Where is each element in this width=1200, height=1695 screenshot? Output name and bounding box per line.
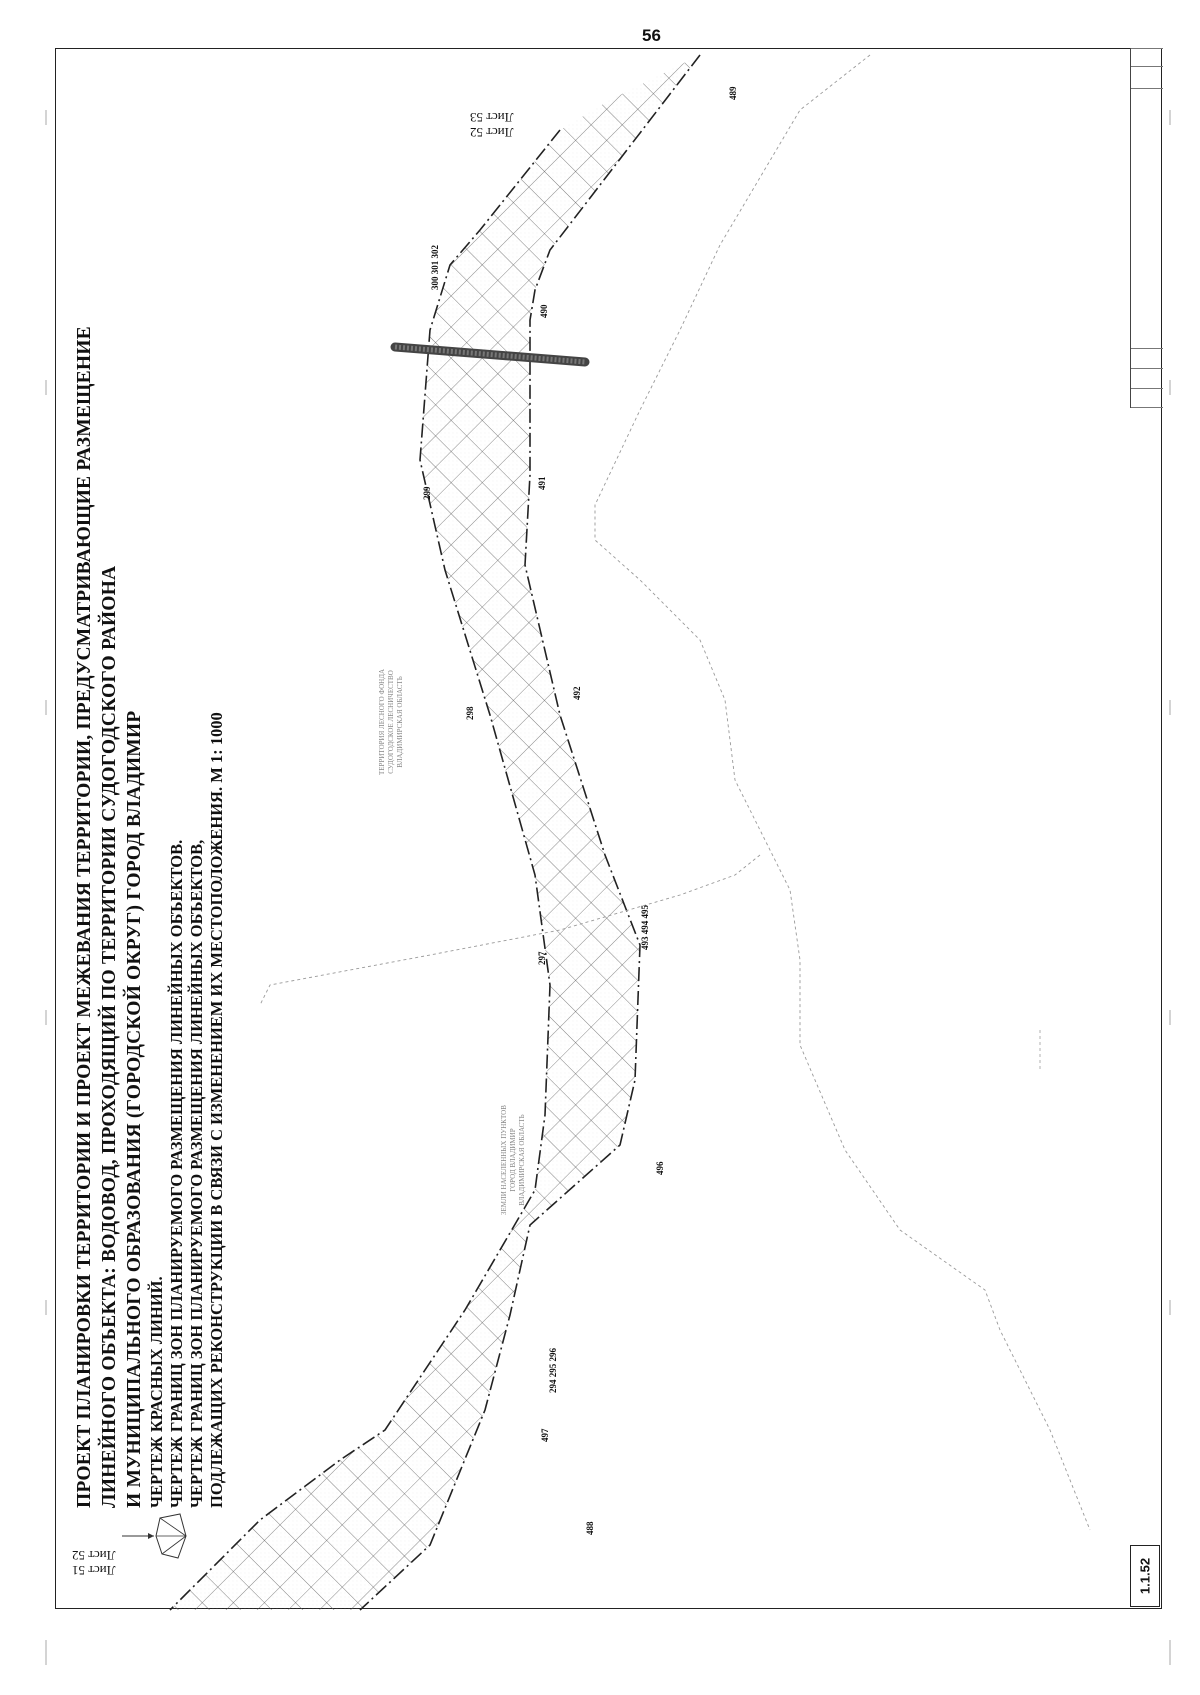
sheet-link-bottom-1: Лист 51 [72, 1563, 116, 1578]
point-label: 491 [537, 476, 547, 490]
title-stamp [1130, 48, 1163, 408]
sheet-code: 1.1.52 [1137, 1557, 1153, 1595]
territory-boundaries [260, 55, 1090, 1530]
sheet-link-top-2: Лист 53 [470, 110, 514, 125]
point-label: 492 [572, 686, 582, 700]
sheet-link-bottom-2: Лист 52 [72, 1548, 116, 1563]
territory-label-lower-3: ВЛАДИМИРСКАЯ ОБЛАСТЬ [518, 1114, 526, 1206]
point-label: 298 [465, 706, 475, 720]
point-label: 299 [422, 486, 432, 500]
north-arrow-icon [120, 1506, 200, 1576]
point-label: 297 [537, 951, 547, 965]
territory-label-upper-3: ВЛАДИМИРСКАЯ ОБЛАСТЬ [396, 676, 404, 768]
subtitle-line-2: ЧЕРТЕЖ ГРАНИЦ ЗОН ПЛАНИРУЕМОГО РАЗМЕЩЕНИЯ ЛИНЕЙНЫХ ОБЪЕКТОВ. [167, 839, 186, 1508]
territory-label-upper-2: СУДОГОДСКОЕ ЛЕСНИЧЕСТВО [387, 670, 395, 774]
territory-label-upper-1: ТЕРРИТОРИЯ ЛЕСНОГО ФОНДА [378, 668, 386, 775]
point-label: 300 301 302 [430, 245, 440, 290]
title-line-2: ЛИНЕЙНОГО ОБЪЕКТА: ВОДОВОД, ПРОХОДЯЩИЙ ПО ТЕРРИТОРИИ СУДОГОДСКОГО РАЙОНА [99, 565, 120, 1508]
sheet-link-top-1: Лист 52 [470, 125, 514, 140]
point-label: 489 [728, 86, 738, 100]
territory-label-lower-1: ЗЕМЛИ НАСЕЛЕННЫХ ПУНКТОВ [500, 1105, 508, 1215]
territory-label-lower [500, 1105, 527, 1215]
subtitle-line-4: ПОДЛЕЖАЩИХ РЕКОНСТРУКЦИИ В СВЯЗИ С ИЗМЕНЕНИЕМ ИХ МЕСТОПОЛОЖЕНИЯ. М 1: 1000 [207, 712, 226, 1508]
point-label: 493 494 495 [640, 905, 650, 950]
subtitle-line-1: ЧЕРТЕЖ КРАСНЫХ ЛИНИЙ. [147, 1276, 166, 1508]
sheet-link-top [470, 110, 513, 140]
title-line-3: И МУНИЦИПАЛЬНОГО ОБРАЗОВАНИЯ (ГОРОДСКОЙ ОКРУГ) ГОРОД ВЛАДИМИР [124, 710, 145, 1508]
title-line-1: ПРОЕКТ ПЛАНИРОВКИ ТЕРРИТОРИИ И ПРОЕКТ МЕЖЕВАНИЯ ТЕРРИТОРИИ, ПРЕДУСМАТРИВАЮЩИЕ РАЗМЕЩЕНИЕ [74, 326, 95, 1508]
point-label: 490 [539, 304, 549, 318]
subtitle-line-3: ЧЕРТЕЖ ГРАНИЦ ЗОН ПЛАНИРУЕМОГО РАЗМЕЩЕНИЯ ЛИНЕЙНЫХ ОБЪЕКТОВ, [187, 839, 206, 1508]
page-number: 56 [642, 26, 661, 45]
title-block [72, 38, 227, 1508]
sheet-code-box [1130, 1545, 1160, 1607]
point-label: 497 [540, 1428, 550, 1442]
territory-label-upper [378, 669, 405, 775]
sheet-link-bottom [72, 1548, 115, 1578]
territory-label-lower-2: ГОРОД ВЛАДИМИР [509, 1128, 517, 1192]
point-label: 496 [655, 1161, 665, 1175]
point-label: 294 295 296 [548, 1348, 558, 1393]
point-label: 488 [585, 1521, 595, 1535]
